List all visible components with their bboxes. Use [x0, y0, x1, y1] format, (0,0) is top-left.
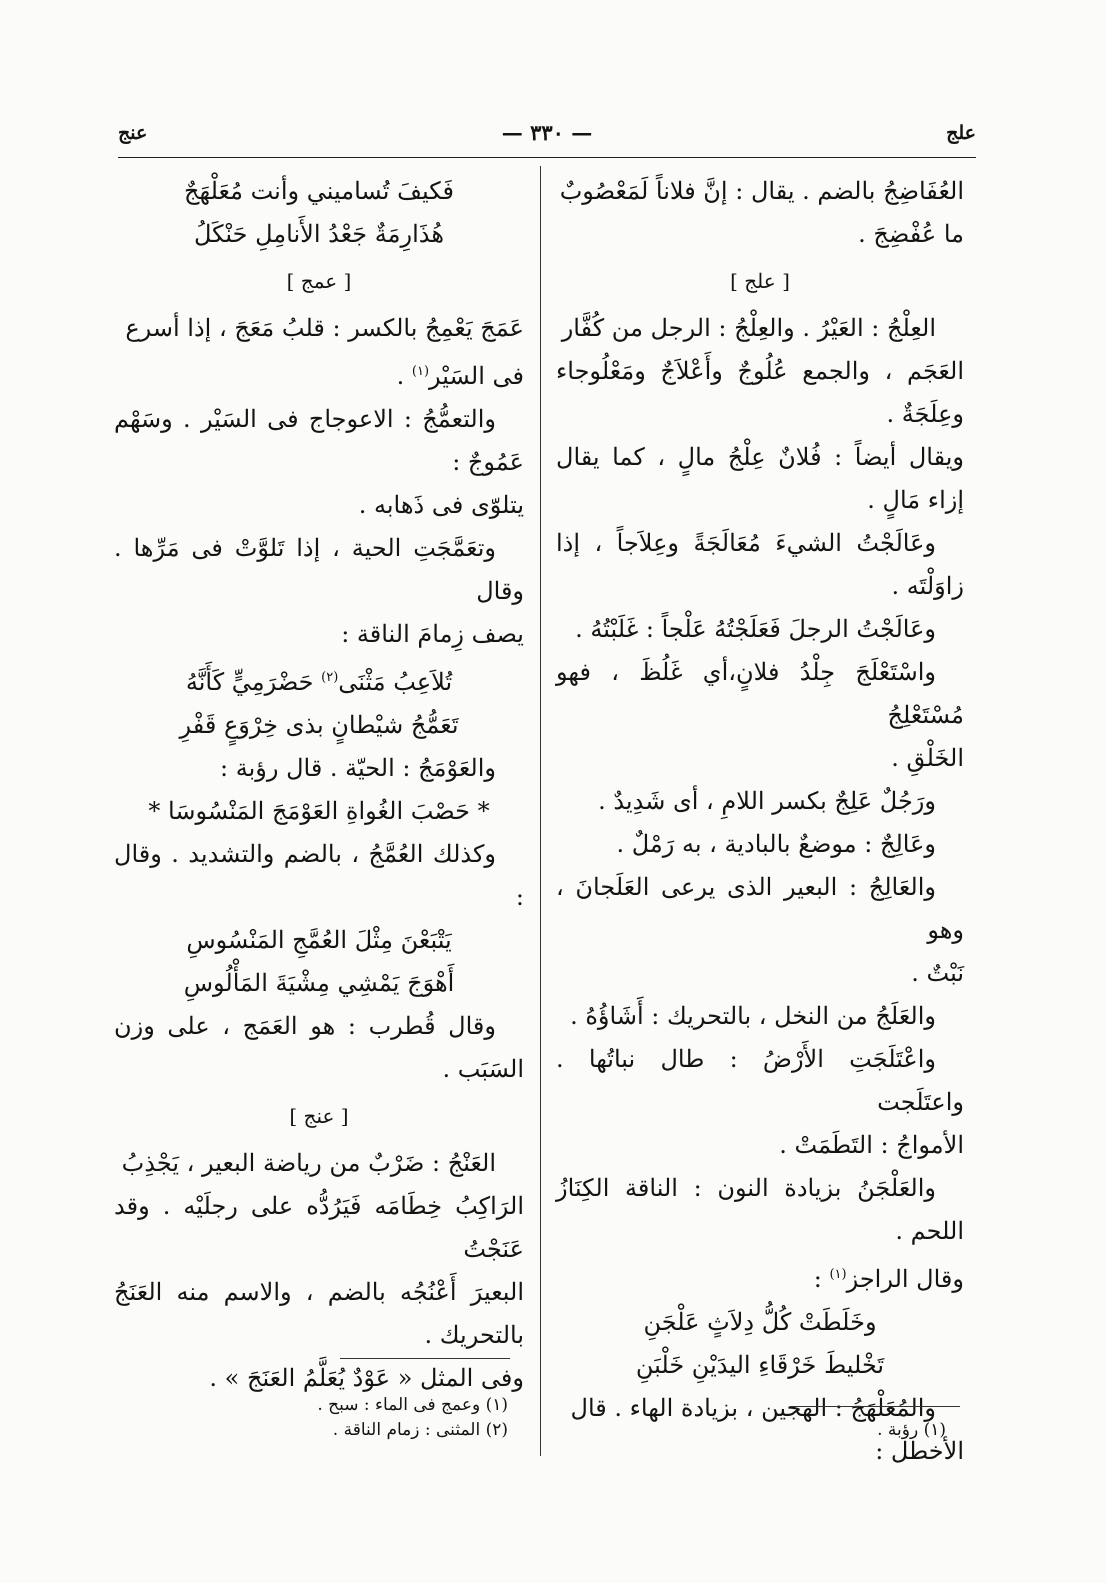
text-line: وكذلك العُمَّجُ ، بالضم والتشديد . وقال : — [114, 840, 524, 911]
verse-line: تَخْليطَ خَرْقَاءِ اليدَيْنِ خَلْبَنِ — [635, 1351, 885, 1379]
footnotes-right — [556, 1418, 960, 1443]
text-line: وعَالِجٌ : موضعٌ بالبادية ، به رَمْلٌ . — [616, 830, 936, 858]
text-line: الأمواجُ : التَطَمَتْ . — [779, 1131, 964, 1159]
right-column — [556, 170, 964, 1473]
footnote-rule — [340, 1358, 510, 1359]
text-line: واعْتَلَجَتِ الأَرْضُ : طال نباتُها . واعتَلَجت — [556, 1045, 964, 1116]
column-divider — [540, 166, 541, 1456]
text-line: وتعَمَّجَتِ الحية ، إذا تَلوَّتْ فى مَرِّها . وقال — [114, 534, 524, 605]
text-line: والتعمُّجُ : الاعوجاج فى السَيْر . وسَهْم عَمُوجٌ : — [114, 405, 524, 476]
running-header — [118, 122, 976, 154]
header-rule — [118, 157, 976, 158]
text-line: عَمَجَ يَعْمِجُ بالكسر : قلبُ مَعَجَ ، إذا أسرع — [125, 314, 524, 342]
left-column — [114, 170, 524, 1400]
header-entry-left: عنج — [118, 122, 148, 144]
text-line: الأخطل : — [875, 1437, 964, 1465]
text-line: وقال قُطرب : هو العَمَج ، على وزن السَبَب . — [114, 1012, 524, 1083]
verse-line: وخَلَطَتْ كُلُّ دِلاَثٍ عَلْجَنِ — [643, 1308, 877, 1336]
text-line: واسْتَعْلَجَ جِلْدُ فلانٍ،أي غَلُظَ ، فهو مُسْتَعْلِجُ — [556, 658, 964, 729]
text-line: العَجَم ، والجمع عُلُوجٌ وأَعْلاَجٌ ومَعْلُوجاء وعِلَجَةٌ . — [556, 357, 964, 428]
footnotes-left — [114, 1393, 522, 1443]
verse-line — [114, 656, 524, 704]
text-line: ورَجُلٌ عَلِجٌ بكسر اللامِ ، أى شَدِيدٌ . — [598, 787, 936, 815]
text-line — [114, 350, 524, 398]
verse-line: هُذَارِمَةٌ جَعْدُ الأَنامِلِ حَنْكَلُ — [193, 220, 445, 248]
text-line: والعَالِجُ : البعير الذى يرعى العَلَجانَ ، وهو — [556, 873, 964, 944]
footnote-marker: (١) — [411, 364, 430, 379]
entry-heading: [ عمج ] — [286, 269, 352, 293]
text-run: حَضْرَمِيٍّ كَأَنَّهُ — [185, 668, 314, 696]
text-run: : — [813, 1265, 822, 1293]
text-line: البعيرَ أَعْنُجُه بالضم ، والاسم منه العَنَجُ بالتحريك . — [114, 1278, 524, 1349]
text-line: والمُعَلْهَجُ : الهجين ، بزيادة الهاء . قال — [570, 1394, 936, 1422]
text-run: فى السَيْر — [429, 362, 524, 390]
text-line: العِلْجُ : العَيْرُ . والعِلْجُ : الرجل من كُفَّار — [561, 314, 936, 342]
verse-line: فَكيفَ تُساميني وأنت مُعَلْهَجٌ — [184, 177, 454, 205]
footnote: (١) وعمج فى الماء : سبح . — [317, 1395, 508, 1415]
entry-heading: [ عنج ] — [289, 1104, 349, 1128]
text-run: وقال الراجز — [846, 1265, 964, 1293]
verse-line: أَهْوَجَ يَمْشِي مِشْيَةَ المَأْلُوسِ — [183, 969, 455, 997]
page-number: — ٣٣٠ — — [501, 120, 593, 145]
footnote-marker: (٢) — [321, 670, 339, 685]
text-line: نَبْتٌ . — [911, 959, 964, 987]
text-line — [556, 1253, 964, 1301]
text-line: والعَوْمَجُ : الحيّة . قال رؤبة : — [220, 754, 496, 782]
text-line: ويقال أيضاً : فُلانٌ عِلْجُ مالٍ ، كما يقال إزاء مَالٍ . — [556, 443, 964, 514]
footnote-marker: (١) — [829, 1267, 847, 1282]
footnote: (٢) المثنى : زمام الناقة . — [332, 1420, 508, 1440]
text-run: تُلاَعِبُ مَثْنَى — [338, 668, 453, 696]
header-entry-right: علج — [946, 122, 976, 144]
verse-line: تَعَمُّجُ شيْطانٍ بذى خِرْوَعٍ قَفْرِ — [179, 711, 459, 739]
text-run: . — [396, 362, 405, 390]
footnote: (١) رؤبة . — [877, 1420, 946, 1440]
text-line: وعَالَجْتُ الرجلَ فَعَلَجْتُهُ عَلْجاً : غَلَبْتُهُ . — [575, 615, 936, 643]
text-line: الخَلْقِ . — [891, 744, 964, 772]
entry-heading: [ علج ] — [730, 269, 790, 293]
text-line: وعَالَجْتُ الشيءَ مُعَالَجَةً وعِلاَجاً ، إذا زاوَلْتَه . — [556, 529, 964, 600]
text-line: ما عُفْضِجَ . — [858, 220, 964, 248]
text-line: يتلوّى فى ذَهابه . — [358, 491, 524, 519]
text-line: والعَلْجَنُ بزيادة النون : الناقة الكِنَازُ اللحم . — [556, 1174, 964, 1245]
verse-line: يَتْبَعْنَ مِثْلَ العُمَّجِ المَنْسُوسِ — [186, 926, 452, 954]
text-line: الرَاكِبُ خِطَامَه فَيَرُدُّه على رجلَيْه . وقد عَنَجْتُ — [114, 1192, 524, 1263]
text-line: يصف زِمامَ الناقة : — [341, 620, 524, 648]
text-line: والعَلَجُ من النخل ، بالتحريك : أَشَاؤُهُ . — [570, 1002, 936, 1030]
text-line: العُفَاضِجُ بالضم . يقال : إنَّ فلاناً لَمَعْصُوبٌ — [559, 177, 964, 205]
footnote-rule — [790, 1406, 960, 1407]
text-line: العَنْجُ : ضَرْبٌ من رياضة البعير ، يَجْذِبُ — [121, 1149, 496, 1177]
verse-line: * حَصْبَ الغُواةِ العَوْمَجَ المَنْسُوسَا * — [148, 797, 490, 825]
text-line: وفى المثل « عَوْدٌ يُعَلَّمُ العَنَجَ » . — [209, 1364, 524, 1392]
